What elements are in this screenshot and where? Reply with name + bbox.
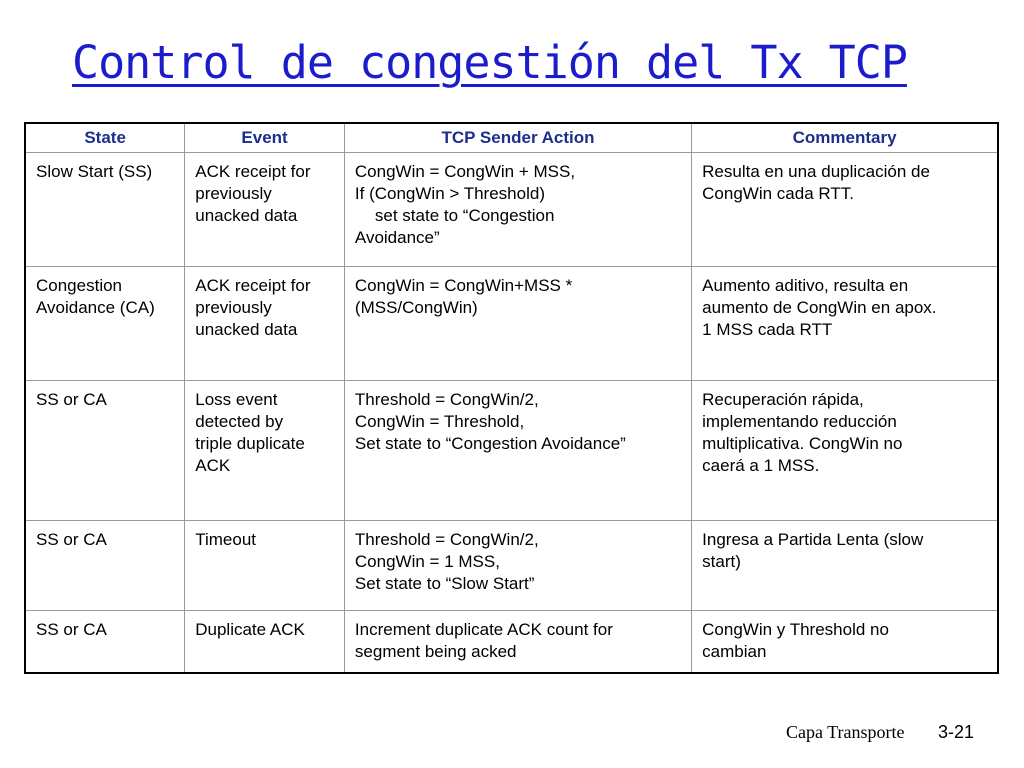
cell-line: Loss event [195,390,278,409]
cell-line: set state to “Congestion [374,206,555,225]
cell-line: implementando reducción [702,412,897,431]
footer-chapter-label: Capa Transporte [786,722,905,742]
cell-line: Set state to “Slow Start” [354,574,535,593]
cell-line: triple duplicate [195,434,305,453]
state-cell [25,267,185,381]
cell-line: previously [195,184,272,203]
column-header-commentary: Commentary [692,123,998,153]
cell-line: Threshold = CongWin/2, [354,530,539,549]
event-cell [185,611,345,673]
commentary-cell [692,153,998,267]
cell-line: Slow Start (SS) [36,162,153,181]
cell-line: CongWin = CongWin + MSS, [354,162,576,181]
cell-line: 1 MSS cada RTT [702,320,833,339]
cell-line: Timeout [195,530,257,549]
commentary-cell [692,267,998,381]
cell-line: Threshold = CongWin/2, [354,390,539,409]
action-cell [344,153,691,267]
cell-line: Avoidance” [354,228,440,247]
cell-line: ACK receipt for [195,162,311,181]
cell-line: start) [702,552,741,571]
table-row [25,153,998,267]
tcp-congestion-table [24,122,999,674]
event-cell [185,381,345,521]
state-cell [25,153,185,267]
cell-line: CongWin = CongWin+MSS * [354,276,573,295]
column-header-state: State [25,123,185,153]
cell-line: Increment duplicate ACK count for [354,620,613,639]
action-cell [344,521,691,611]
cell-line: aumento de CongWin en apox. [702,298,937,317]
cell-line: Ingresa a Partida Lenta (slow [702,530,924,549]
cell-line: cambian [702,642,767,661]
commentary-cell [692,381,998,521]
cell-line: SS or CA [36,390,107,409]
cell-line: If (CongWin > Threshold) [354,184,545,203]
state-cell [25,381,185,521]
column-header-event: Event [185,123,345,153]
action-cell [344,381,691,521]
cell-line: Aumento aditivo, resulta en [702,276,909,295]
cell-line: previously [195,298,272,317]
commentary-cell [692,521,998,611]
event-cell [185,153,345,267]
cell-line: unacked data [195,206,298,225]
action-cell [344,611,691,673]
footer-page-number: 3-21 [938,722,975,742]
cell-line: Duplicate ACK [195,620,305,639]
cell-line: (MSS/CongWin) [354,298,478,317]
cell-line: Congestion [36,276,123,295]
cell-line: ACK [195,456,231,475]
cell-line: caerá a 1 MSS. [702,456,820,475]
cell-line: Recuperación rápida, [702,390,864,409]
cell-line: unacked data [195,320,298,339]
table-row [25,267,998,381]
cell-line: CongWin = Threshold, [354,412,525,431]
cell-line: Resulta en una duplicación de [702,162,930,181]
cell-line: ACK receipt for [195,276,311,295]
event-cell [185,521,345,611]
column-header-action: TCP Sender Action [344,123,691,153]
table-row [25,521,998,611]
cell-line: CongWin y Threshold no [702,620,889,639]
state-cell [25,611,185,673]
cell-line: detected by [195,412,284,431]
cell-line: CongWin cada RTT. [702,184,854,203]
cell-line: Set state to “Congestion Avoidance” [354,434,626,453]
cell-line: multiplicativa. CongWin no [702,434,903,453]
table-header-row [25,123,998,153]
commentary-cell [692,611,998,673]
cell-line: SS or CA [36,530,107,549]
event-cell [185,267,345,381]
action-cell [344,267,691,381]
cell-line: segment being acked [354,642,517,661]
state-cell [25,521,185,611]
cell-line: Avoidance (CA) [36,298,155,317]
cell-line: SS or CA [36,620,107,639]
table-row [25,381,998,521]
table-row [25,611,998,673]
slide-title: Control de congestión del Tx TCP [72,36,907,89]
cell-line: CongWin = 1 MSS, [354,552,500,571]
